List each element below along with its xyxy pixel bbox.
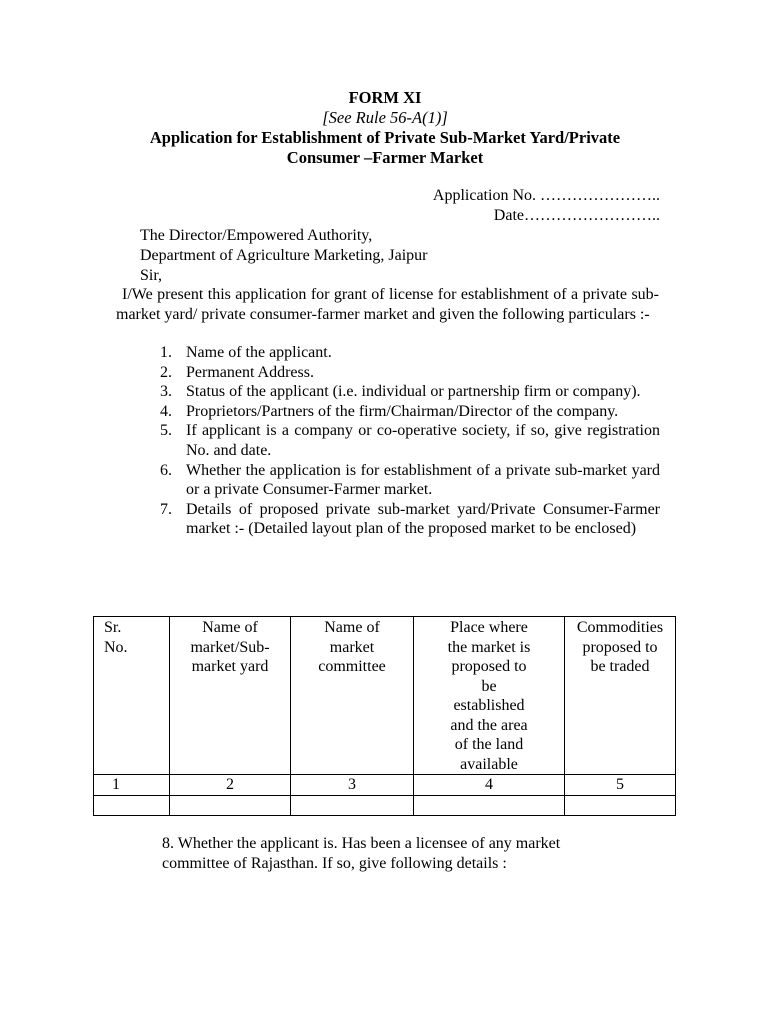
intro-paragraph: I/We present this application for grant of license for establishment of a private sub-market yard/ private consumer-farmer market and given the following particulars :- bbox=[116, 286, 659, 323]
item-8-question: 8. Whether the applicant is. Has been a licensee of any market committee of Rajasthan. If so, give following details : bbox=[162, 835, 561, 872]
list-item: 6. Whether the application is for establishment of a private sub-market yard or a private Consumer-Farmer market. bbox=[160, 461, 660, 499]
rule-reference: [See Rule 56-A(1)] bbox=[322, 108, 448, 127]
list-item: 5. If applicant is a company or co-operative society, if so, give registration No. and date. bbox=[160, 422, 660, 459]
salutation: Sir, bbox=[140, 267, 163, 284]
table-cell bbox=[291, 795, 414, 815]
table-column-number-row bbox=[94, 775, 676, 796]
list-item: 7. Details of proposed private sub-market yard/Private Consumer-Farmer market :- (Detailed layout plan of the proposed market to be enclosed) bbox=[160, 500, 660, 538]
table-cell bbox=[94, 795, 170, 815]
table-cell bbox=[565, 795, 676, 815]
addressee-line1: The Director/Empowered Authority, bbox=[140, 227, 373, 244]
list-item: 3. Status of the applicant (i.e. individual or partnership firm or company). bbox=[160, 383, 641, 401]
column-number: 2 bbox=[170, 775, 291, 796]
header-commodities: Commodities proposed to be traded bbox=[565, 617, 676, 775]
table-cell bbox=[170, 795, 291, 815]
list-item: 1. Name of the applicant. bbox=[160, 344, 332, 361]
form-heading-line1: Application for Establishment of Private Sub-Market Yard/Private bbox=[149, 128, 621, 147]
addressee-line2: Department of Agriculture Marketing, Jaipur bbox=[140, 247, 428, 264]
column-number: 4 bbox=[414, 775, 565, 796]
table-cell bbox=[414, 795, 565, 815]
header-sr-no: Sr. No. bbox=[94, 617, 170, 775]
header-market-committee: Name of market committee bbox=[291, 617, 414, 775]
column-number: 5 bbox=[565, 775, 676, 796]
column-number: 3 bbox=[291, 775, 414, 796]
list-item: 2. Permanent Address. bbox=[160, 363, 314, 381]
application-date: Date…………………….. bbox=[493, 207, 660, 224]
particulars-list bbox=[160, 343, 660, 539]
header-market-yard-name: Name of market/Sub- market yard bbox=[170, 617, 291, 775]
column-number: 1 bbox=[94, 775, 170, 796]
table-header-row bbox=[94, 617, 676, 775]
application-number: Application No. ………………….. bbox=[432, 187, 660, 204]
list-item: 4. Proprietors/Partners of the firm/Chairman/Director of the company. bbox=[160, 402, 619, 420]
header-place-and-area: Place where the market is proposed to be established and the area of the land available bbox=[414, 617, 565, 775]
form-heading-line2: Consumer –Farmer Market bbox=[286, 148, 484, 167]
form-title: FORM XI bbox=[348, 88, 422, 107]
market-details-table bbox=[93, 616, 676, 816]
table-row bbox=[94, 795, 676, 815]
